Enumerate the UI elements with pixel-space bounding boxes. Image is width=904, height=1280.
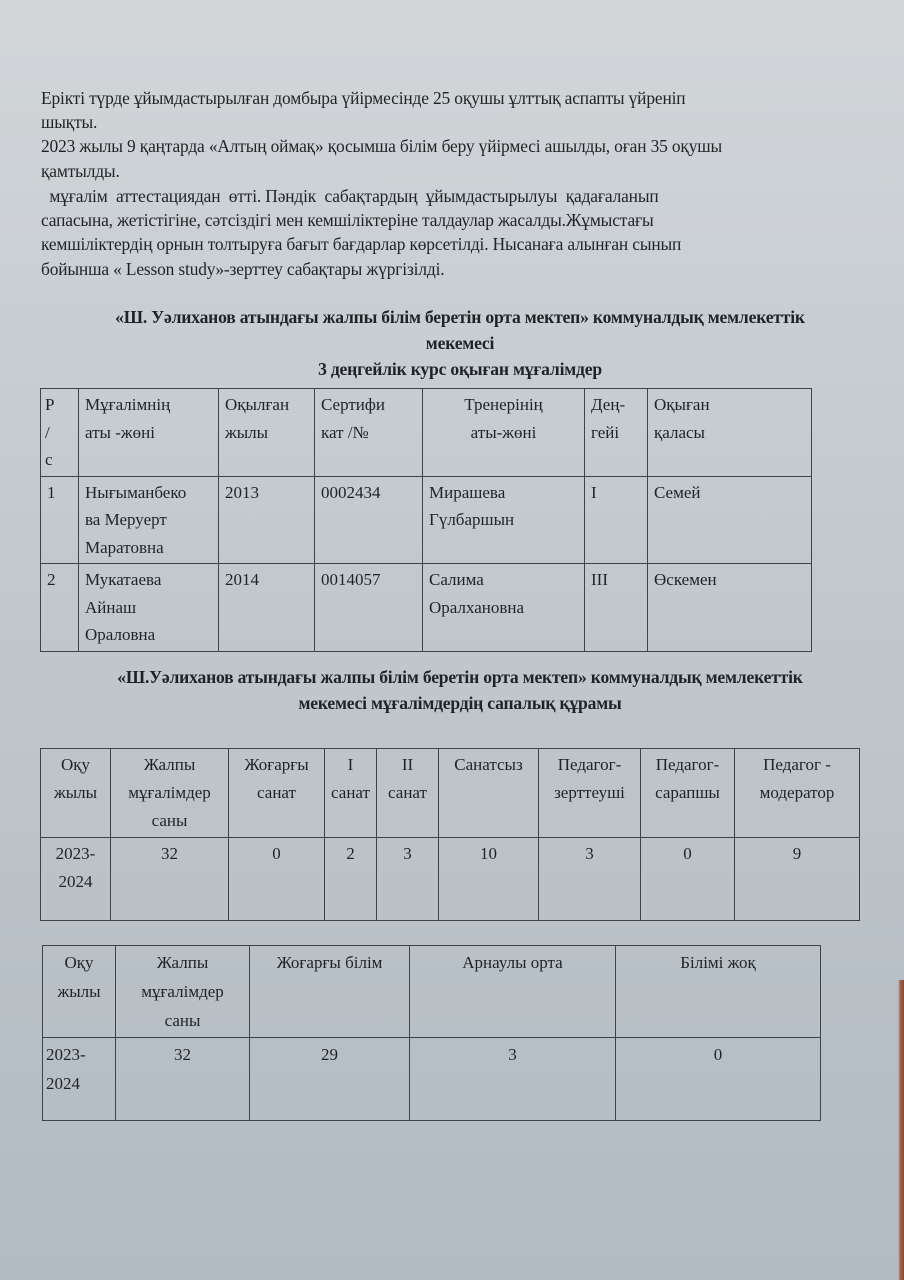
text-line: кемшіліктердің орнын толтыруға бағыт бағдарлар көрсетілді. Нысанаға алынған сынып bbox=[41, 234, 682, 255]
table-header-row bbox=[43, 946, 821, 1038]
cell-total: 32 bbox=[116, 1038, 250, 1121]
table-row bbox=[43, 1038, 821, 1121]
cell-teacher-name: Мукатаева Айнаш Ораловна bbox=[79, 564, 219, 652]
cell-city: Семей bbox=[648, 476, 812, 564]
table-row bbox=[41, 838, 860, 921]
heading-line: «Ш. Уәлиханов атындағы жалпы білім беретін орта мектеп» коммуналдық мемлекеттік bbox=[115, 307, 805, 327]
cell-year: 2014 bbox=[219, 564, 315, 652]
header-cell-no-education: Білімі жоқ bbox=[616, 946, 821, 1038]
header-cell-teacher-name: Мұғалімнің аты -жөні bbox=[79, 389, 219, 477]
cell-year: 2023- 2024 bbox=[41, 838, 111, 921]
teacher-category-table bbox=[40, 748, 860, 921]
cell-number: 1 bbox=[41, 476, 79, 564]
table-header-row bbox=[41, 389, 812, 477]
cell-expert: 0 bbox=[641, 838, 735, 921]
header-cell-special-secondary: Арнаулы орта bbox=[410, 946, 616, 1038]
cell-number: 2 bbox=[41, 564, 79, 652]
teacher-education-table bbox=[42, 945, 821, 1121]
header-cell-moderator: Педагог - модератор bbox=[735, 749, 860, 838]
cell-uncategorized: 10 bbox=[439, 838, 539, 921]
cell-city: Өскемен bbox=[648, 564, 812, 652]
header-cell-uncategorized: Санатсыз bbox=[439, 749, 539, 838]
cell-teacher-name: Нығыманбеко ва Меруерт Маратовна bbox=[79, 476, 219, 564]
cell-total: 32 bbox=[111, 838, 229, 921]
attestation-paragraph bbox=[41, 184, 891, 281]
text-line: бойынша « Lesson study»-зерттеу сабақтары жүргізілді. bbox=[41, 258, 445, 279]
cell-higher-education: 29 bbox=[250, 1038, 410, 1121]
cell-level: III bbox=[585, 564, 648, 652]
table-row bbox=[41, 564, 812, 652]
text-line: мұғалім аттестациядан өтті. Пәндік сабақтардың ұйымдастырылуы қадағаланып bbox=[41, 186, 659, 206]
heading-line: 3 деңгейлік курс оқыған мұғалімдер bbox=[318, 359, 602, 379]
cell-second: 3 bbox=[377, 838, 439, 921]
header-cell-total: Жалпы мұғалімдер саны bbox=[111, 749, 229, 838]
intro-paragraph bbox=[41, 86, 891, 183]
cell-first: 2 bbox=[325, 838, 377, 921]
cell-no-education: 0 bbox=[616, 1038, 821, 1121]
table-row bbox=[41, 476, 812, 564]
heading-line: мекемесі bbox=[425, 333, 495, 353]
heading-line: «Ш.Уәлиханов атындағы жалпы білім беретін орта мектеп» коммуналдық мемлекеттік bbox=[117, 667, 803, 687]
header-cell-second: II санат bbox=[377, 749, 439, 838]
cell-certificate: 0002434 bbox=[315, 476, 423, 564]
header-cell-year: Оқылған жылы bbox=[219, 389, 315, 477]
header-cell-first: I санат bbox=[325, 749, 377, 838]
header-cell-expert: Педагог- сарапшы bbox=[641, 749, 735, 838]
header-cell-trainer: Тренерінің аты-жөні bbox=[423, 389, 585, 477]
cell-trainer: Мирашева Гүлбаршын bbox=[423, 476, 585, 564]
text-line: 2023 жылы 9 қаңтарда «Алтың оймақ» қосымша білім беру үйірмесі ашылды, оған 35 оқушы bbox=[41, 136, 723, 157]
header-cell-year: Оқу жылы bbox=[41, 749, 111, 838]
header-cell-level: Дең- гейі bbox=[585, 389, 648, 477]
section-heading-courses bbox=[30, 304, 890, 382]
heading-line: мекемесі мұғалімдердің сапалық құрамы bbox=[298, 693, 622, 713]
header-cell-total: Жалпы мұғалімдер саны bbox=[116, 946, 250, 1038]
cell-level: I bbox=[585, 476, 648, 564]
cell-researcher: 3 bbox=[539, 838, 641, 921]
cell-special-secondary: 3 bbox=[410, 1038, 616, 1121]
section-heading-quality bbox=[30, 664, 890, 716]
text-line: Ерікті түрде ұйымдастырылған домбыра үйірмесінде 25 оқушы ұлттық аспапты үйреніп bbox=[41, 88, 686, 108]
text-line: сапасына, жетістігіне, сәтсіздігі мен кемшіліктеріне талдаулар жасалды.Жұмыстағы bbox=[41, 210, 654, 231]
header-cell-year: Оқу жылы bbox=[43, 946, 116, 1038]
header-cell-number: Р / с bbox=[41, 389, 79, 477]
text-line: қамтылды. bbox=[41, 160, 120, 181]
table-surface-edge bbox=[898, 980, 904, 1280]
header-cell-higher-education: Жоғарғы білім bbox=[250, 946, 410, 1038]
cell-certificate: 0014057 bbox=[315, 564, 423, 652]
text-line: шықты. bbox=[41, 112, 98, 133]
header-cell-city: Оқыған қаласы bbox=[648, 389, 812, 477]
cell-year: 2013 bbox=[219, 476, 315, 564]
cell-highest: 0 bbox=[229, 838, 325, 921]
course-teachers-table bbox=[40, 388, 812, 652]
cell-moderator: 9 bbox=[735, 838, 860, 921]
header-cell-researcher: Педагог- зерттеуші bbox=[539, 749, 641, 838]
cell-trainer: Салима Оралхановна bbox=[423, 564, 585, 652]
cell-year: 2023- 2024 bbox=[43, 1038, 116, 1121]
header-cell-certificate: Сертифи кат /№ bbox=[315, 389, 423, 477]
table-header-row bbox=[41, 749, 860, 838]
header-cell-highest: Жоғарғы санат bbox=[229, 749, 325, 838]
